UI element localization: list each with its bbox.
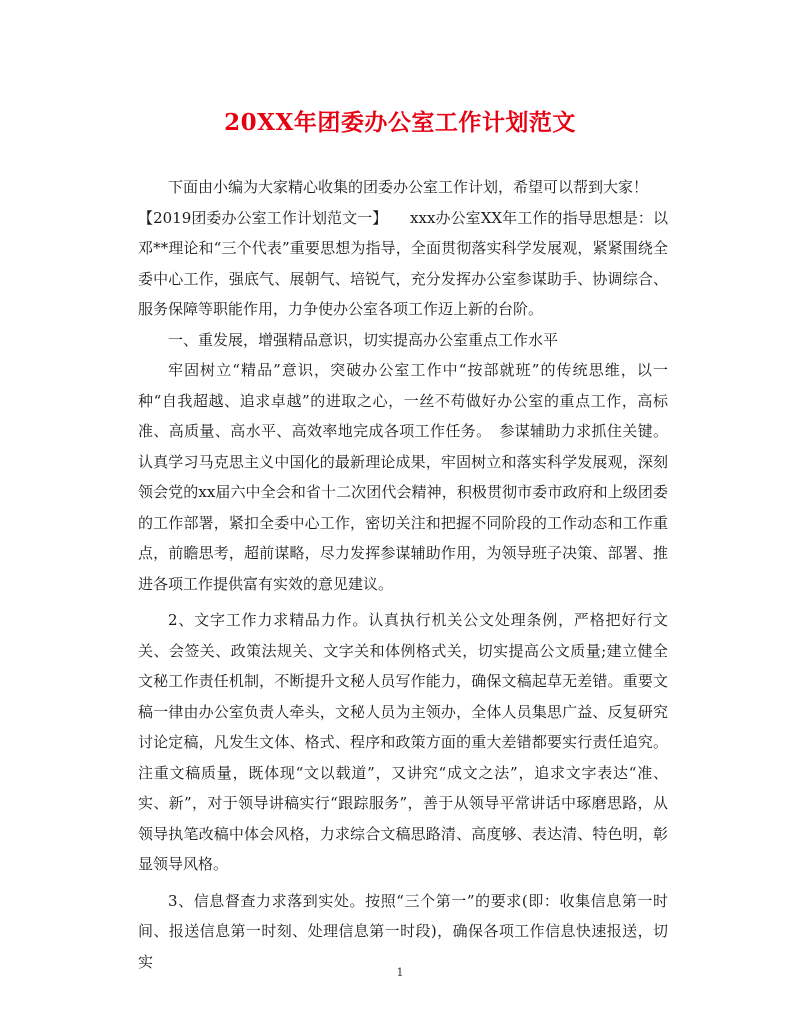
document-body: [138, 172, 668, 977]
section-paragraph-1: 牢固树立“精品”意识，突破办公室工作中“按部就班”的传统思维，以一种“自我超越、追求卓越”的进取之心，一丝不苟做好办公室的重点工作，高标准、高质量、高水平、高效率地完成各项工作任务。 参谋辅助力求抓住关键。认真学习马克思主义中国化的最新理论成果，牢固树立和落实科学发展观，深刻领会党的xx届六中全会和省十二次团代会精神，积极贯彻市委市政府和上级团委的工作部署，紧扣全委中心工作，密切关注和把握不同阶段的工作动态和工作重点，前瞻思考，超前谋略，尽力发挥参谋辅助作用，为领导班子决策、部署、推进各项工作提供富有实效的意见建议。: [138, 361, 668, 593]
guiding-thought-paragraph: 【2019团委办公室工作计划范文一】 xxx办公室XX年工作的指导思想是：以邓**理论和“三个代表”重要思想为指导，全面贯彻落实科学发展观，紧紧围绕全委中心工作，强底气、展朝气、培锐气，充分发挥办公室参谋助手、协调综合、服务保障等职能作用，力争使办公室各项工作迈上新的台阶。: [138, 208, 668, 318]
section-paragraph-3: 3、信息督查力求落到实处。按照“三个第一”的要求(即：收集信息第一时间、报送信息第一时刻、处理信息第一时段)，确保各项工作信息快速报送，切实: [138, 891, 668, 971]
intro-paragraph: 下面由小编为大家精心收集的团委办公室工作计划，希望可以帮到大家！: [168, 178, 649, 196]
section-paragraph-2: 2、文字工作力求精品力作。认真执行机关公文处理条例，严格把好行文关、会签关、政策法规关、文字关和体例格式关，切实提高公文质量;建立健全文秘工作责任机制，不断提升文秘人员写作能力，确保文稿起草无差错。重要文稿一律由办公室负责人牵头，文秘人员为主领办，全体人员集思广益、反复研究讨论定稿，凡发生文体、格式、程序和政策方面的重大差错都要实行责任追究。注重文稿质量，既体现“文以载道”，又讲究“成文之法”，追求文字表达“准、实、新”，对于领导讲稿实行“跟踪服务”，善于从领导平常讲话中琢磨思路，从领导执笔改稿中体会风格，力求综合文稿思路清、高度够、表达清、特色明，彰显领导风格。: [138, 611, 668, 873]
page-number: 1: [396, 966, 404, 979]
section-heading-1: 一、重发展，增强精品意识，切实提高办公室重点工作水平: [168, 330, 559, 349]
document-title: 20XX年团委办公室工作计划范文: [224, 109, 576, 136]
